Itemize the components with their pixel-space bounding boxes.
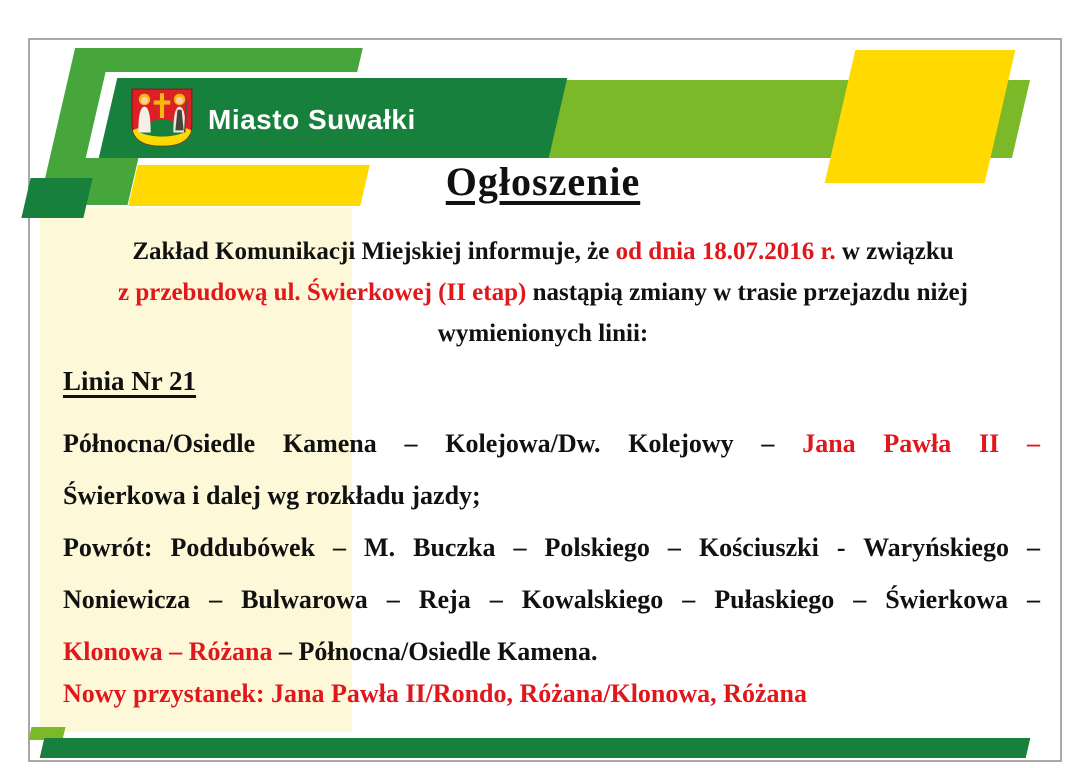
intro-line2-black: nastąpią zmiany w trasie przejazdu niżej	[526, 279, 968, 306]
page-title	[0, 158, 1086, 205]
route-line1-black: Północna/Osiedle Kamena – Kolejowa/Dw. Kolejowy –	[63, 429, 803, 458]
return-route-paragraph	[63, 522, 1040, 678]
route-line-1	[63, 418, 1040, 470]
intro-line-3	[40, 313, 1046, 354]
route-line-2	[63, 470, 1040, 522]
bottom-bar-dark-green	[40, 738, 1031, 758]
return-line3-black: – Północna/Osiedle Kamena.	[272, 637, 598, 666]
intro-line3-text: wymienionych linii:	[437, 320, 649, 347]
intro-line-2	[40, 272, 1046, 313]
route-paragraph	[63, 418, 1040, 522]
city-name-label: Miasto Suwałki	[208, 104, 416, 135]
return-line-2	[63, 574, 1040, 626]
return-line-3	[63, 626, 1040, 678]
line-21-heading: Linia Nr 21	[63, 366, 197, 396]
return-klonowa-red: Klonowa – Różana	[63, 637, 273, 666]
return-line2-text: Noniewicza – Bulwarowa – Reja – Kowalskiego – Pułaskiego – Świerkowa –	[63, 585, 1040, 614]
intro-paragraph	[40, 231, 1046, 354]
intro-street-red: z przebudową ul. Świerkowej (II etap)	[118, 279, 527, 306]
intro-line-1	[40, 231, 1046, 272]
deco-top-band-mid-green	[85, 48, 363, 72]
route-line2-text: Świerkowa i dalej wg rozkładu jazdy;	[63, 481, 481, 510]
route-jana-pawla-red: Jana Pawła II –	[802, 429, 1041, 458]
return-line-1	[63, 522, 1040, 574]
return-line1-text: Powrót: Poddubówek – M. Buczka – Polskiego – Kościuszki - Waryńskiego –	[63, 533, 1040, 562]
suwalki-coat-of-arms-icon	[129, 86, 195, 150]
new-stop-notice: Nowy przystanek: Jana Pawła II/Rondo, Różana/Klonowa, Różana	[63, 679, 807, 708]
intro-line1-black: Zakład Komunikacji Miejskiej informuje, że	[132, 238, 616, 265]
page-title-text: Ogłoszenie	[445, 159, 641, 204]
intro-line1-tail: w związku	[835, 238, 954, 265]
intro-date-red: od dnia 18.07.2016 r.	[615, 238, 836, 265]
